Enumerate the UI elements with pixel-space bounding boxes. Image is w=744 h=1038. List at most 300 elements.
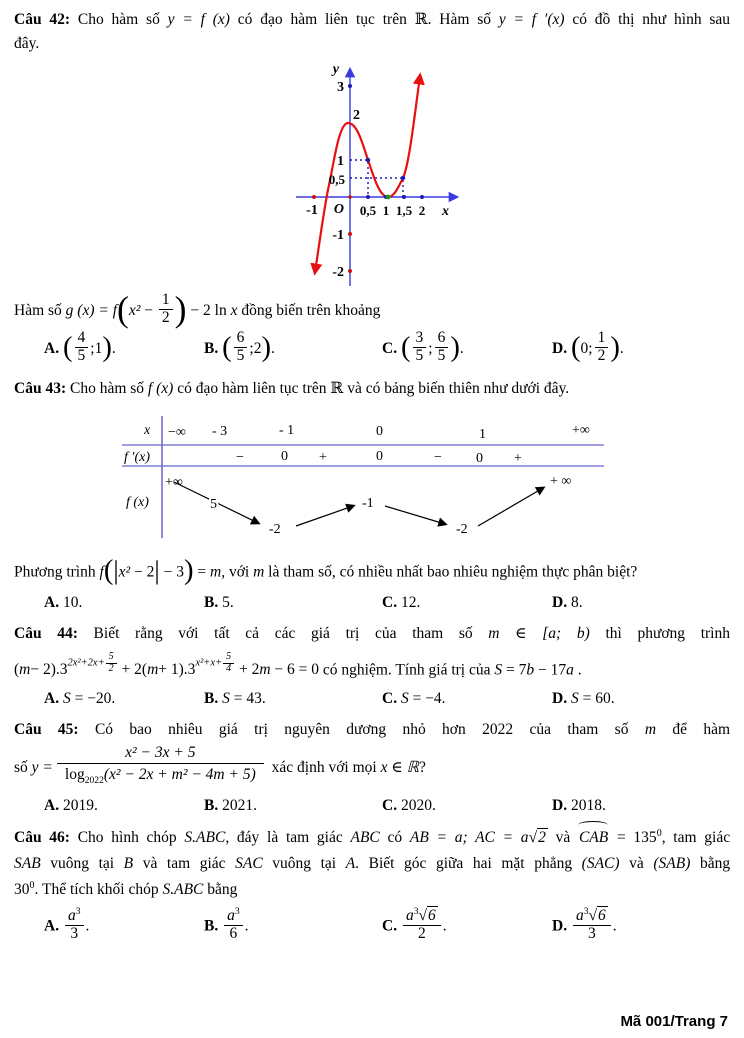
denominator: 5 xyxy=(75,347,89,365)
option-value: = −20. xyxy=(74,690,116,708)
close-paren: ) xyxy=(450,330,460,363)
ytick-m1: -1 xyxy=(332,228,344,243)
text-segment: bằng xyxy=(207,880,238,898)
radicand: 6 xyxy=(598,906,606,924)
math-segment: m xyxy=(253,563,265,581)
q44-option-c xyxy=(382,690,552,708)
xtick-m1: -1 xyxy=(306,203,318,218)
q42-derivative-graph xyxy=(282,58,474,290)
period: . xyxy=(577,661,582,679)
radical-sign: √ xyxy=(588,906,598,924)
option-letter: C. xyxy=(382,593,398,611)
period: . xyxy=(244,917,249,935)
operator: − xyxy=(144,301,154,319)
text-segment: . Biết góc giữa hai mặt phẳng xyxy=(355,854,573,872)
tick-x15 xyxy=(402,195,406,199)
fraction xyxy=(159,292,173,326)
y-axis-label: y xyxy=(332,62,339,77)
q44-intro xyxy=(14,622,730,646)
math-segment: B xyxy=(123,854,134,872)
denominator: 3 xyxy=(573,925,611,943)
text-segment: , tam giác xyxy=(661,828,731,846)
math-segment: (SAB) xyxy=(653,854,691,872)
q43-intro xyxy=(14,377,730,401)
q45-option-d xyxy=(552,797,730,815)
separator: ; xyxy=(249,340,254,358)
fraction xyxy=(403,907,441,943)
variable: m xyxy=(259,661,271,679)
f-value: + ∞ xyxy=(550,473,572,489)
numerator: 4 xyxy=(77,329,86,347)
header-x: x xyxy=(144,422,151,438)
q42-options xyxy=(14,329,730,366)
operator: = 7 xyxy=(505,661,527,679)
denominator: 6 xyxy=(224,925,243,943)
fraction xyxy=(234,330,248,364)
numerator: 6 xyxy=(437,329,446,347)
variable: S xyxy=(62,690,71,708)
open-paren: ( xyxy=(117,289,129,330)
denominator: 4 xyxy=(223,663,234,675)
square-root xyxy=(589,906,608,924)
exponent: 3 xyxy=(583,905,589,917)
real-set-symbol: ℝ xyxy=(330,379,344,397)
operator: + 1).3 xyxy=(158,661,196,679)
ytick-2: 2 xyxy=(353,108,360,123)
sign: + xyxy=(514,450,522,466)
variable: a xyxy=(566,661,574,679)
x-value: +∞ xyxy=(572,422,590,438)
square-root xyxy=(419,906,438,924)
fraction xyxy=(413,330,427,364)
numerator: 6 xyxy=(236,329,245,347)
q46-option-a xyxy=(44,905,204,945)
open-paren: ( xyxy=(103,553,114,586)
separator: ; xyxy=(428,340,433,358)
f-value: +∞ xyxy=(165,474,183,490)
denominator: 3 xyxy=(65,925,84,943)
open-paren: ( xyxy=(400,330,411,363)
q43-option-d xyxy=(552,594,730,612)
separator: ; xyxy=(588,340,593,358)
close-paren: ) xyxy=(183,553,194,586)
text-segment: có đạo hàm liên tục trên xyxy=(177,379,327,397)
variable: m xyxy=(19,661,31,679)
sign: 0 xyxy=(476,450,483,466)
text-segment: vuông tại xyxy=(50,854,115,872)
tick-ym2 xyxy=(348,269,352,273)
period: . xyxy=(619,340,624,358)
math-segment: g (x) = f xyxy=(65,301,118,319)
ytick-m2: -2 xyxy=(332,265,344,280)
tick-x05 xyxy=(366,195,370,199)
text-segment: của tham số xyxy=(529,721,629,739)
xtick-1: 1 xyxy=(382,203,390,218)
fraction xyxy=(223,652,234,675)
abs-bar: | xyxy=(113,555,119,585)
text-segment: Cho hàm số xyxy=(77,11,160,28)
header-fprime: f ′(x) xyxy=(124,449,150,465)
math-segment: f xyxy=(99,563,104,581)
numerator: 3 xyxy=(415,329,424,347)
open-paren: ( xyxy=(222,330,232,363)
q45-formula-line xyxy=(14,746,730,790)
variable: m xyxy=(147,661,159,679)
option-value: 2019. xyxy=(62,796,98,814)
text-segment: Biết rằng với tất cả các giá trị của tham số xyxy=(93,624,473,642)
exponent: 3 xyxy=(234,905,240,917)
log-function: log xyxy=(64,765,85,783)
text-segment: bằng xyxy=(699,854,731,872)
text-segment: và xyxy=(555,828,571,846)
arrow-up-2 xyxy=(478,488,543,526)
variable: m xyxy=(644,721,657,739)
tick-xm1 xyxy=(312,195,316,199)
variable: a xyxy=(227,906,235,924)
q42-gx-line xyxy=(14,289,730,330)
q46-line3 xyxy=(14,877,730,903)
ytick-3: 3 xyxy=(337,80,344,95)
close-paren: ) xyxy=(102,330,112,363)
q45-option-b xyxy=(204,797,382,815)
option-letter: C. xyxy=(382,340,398,358)
exponent xyxy=(68,652,118,675)
text-segment: − 2 ln xyxy=(190,301,227,319)
option-letter: A. xyxy=(44,690,60,708)
option-letter: A. xyxy=(44,917,60,935)
operator: − 3 xyxy=(163,563,184,581)
math-segment: x xyxy=(230,301,238,319)
q42-option-b xyxy=(204,329,382,366)
q46-line2 xyxy=(14,851,730,877)
operator: − 17 xyxy=(537,661,567,679)
text-segment: Phương trình xyxy=(14,563,96,581)
period: . xyxy=(85,917,90,935)
math-segment: S.ABC xyxy=(184,828,226,846)
fraction xyxy=(595,330,609,364)
variable: a xyxy=(405,906,414,924)
xtick-05: 0,5 xyxy=(359,203,377,218)
origin-label: O xyxy=(333,202,344,217)
option-letter: B. xyxy=(204,593,219,611)
q45-option-c xyxy=(382,797,552,815)
option-letter: D. xyxy=(552,340,568,358)
math-segment: m ∈ [a; b) xyxy=(488,624,590,642)
math-segment: ABC xyxy=(350,828,380,846)
xtick-2: 2 xyxy=(418,203,426,218)
math-segment: S.ABC xyxy=(162,880,204,898)
numerator: x² − 3x + 5 xyxy=(125,744,196,762)
operator: − 6 = 0 xyxy=(274,661,320,679)
numerator: 1 xyxy=(161,291,170,308)
f-value: -2 xyxy=(269,521,281,537)
text-segment: Hàm số xyxy=(14,301,62,319)
option-value: 8. xyxy=(570,593,583,611)
math-segment: x ∈ ℝ xyxy=(380,759,419,777)
q42-option-d xyxy=(552,329,730,366)
q43-option-a xyxy=(44,594,204,612)
q43-option-b xyxy=(204,594,382,612)
operator: = xyxy=(197,563,207,581)
degree-exponent: 0 xyxy=(656,827,662,839)
exponent-terms: x²+x+ xyxy=(195,657,223,669)
math-segment: (SAC) xyxy=(581,854,620,872)
square-root xyxy=(529,828,548,846)
ytick-1: 1 xyxy=(337,154,344,169)
fraction xyxy=(75,330,89,364)
math-segment: y = f ′(x) xyxy=(498,11,565,28)
math-segment: A xyxy=(345,854,356,872)
text-segment: vuông tại xyxy=(272,854,337,872)
option-value: 12. xyxy=(400,593,421,611)
operator: + 2( xyxy=(121,661,148,679)
q42-label: Câu 42: xyxy=(14,11,71,28)
q46-label: Câu 46: xyxy=(14,828,70,846)
q43-option-c xyxy=(382,594,552,612)
separator: ; xyxy=(90,340,95,358)
option-value: 0 xyxy=(580,340,589,358)
sign: + xyxy=(319,449,327,465)
text-segment: đây. xyxy=(14,35,40,52)
close-paren: ) xyxy=(174,289,187,330)
text-segment: để hàm xyxy=(672,721,731,739)
text-segment: có nghiệm. Tính giá trị của xyxy=(322,661,491,679)
tick-ym1 xyxy=(348,232,352,236)
big-fraction xyxy=(57,743,264,787)
operator: − 2 xyxy=(134,563,155,581)
log-argument: (x² − 2x + m² − 4m + 5) xyxy=(103,765,256,783)
x-value: 1 xyxy=(479,426,486,442)
text-segment: có đạo hàm liên tục trên xyxy=(237,11,407,28)
xtick-15: 1,5 xyxy=(395,203,413,218)
q44-label: Câu 44: xyxy=(14,624,78,642)
log-base: 2022 xyxy=(84,774,104,786)
variable: a xyxy=(67,906,76,924)
option-letter: C. xyxy=(382,690,398,708)
text-segment: có đồ thị như hình sau xyxy=(572,11,731,28)
q46-option-b xyxy=(204,905,382,945)
denominator: 2 xyxy=(595,347,609,365)
denominator: 5 xyxy=(234,347,248,365)
numerator xyxy=(224,907,243,925)
q45-options xyxy=(14,797,730,815)
math-segment: SAC xyxy=(235,854,263,872)
option-letter: D. xyxy=(552,796,568,814)
denominator xyxy=(57,763,264,788)
option-value: 10. xyxy=(62,593,83,611)
text-segment: , đáy là tam giác xyxy=(225,828,343,846)
operator: − 2).3 xyxy=(30,661,68,679)
x-value: - 1 xyxy=(279,422,295,438)
text-segment: . Thể tích khối chóp xyxy=(34,880,159,898)
q46-option-c xyxy=(382,905,552,945)
abs-bar: | xyxy=(154,555,160,585)
fraction xyxy=(573,907,611,943)
numerator xyxy=(403,907,441,925)
period: . xyxy=(271,340,275,358)
text-segment: Cho hàm số xyxy=(69,379,145,397)
origin-dot xyxy=(348,195,352,199)
function-plot xyxy=(282,58,474,290)
math-segment: m xyxy=(210,563,222,581)
sign: − xyxy=(434,449,442,465)
denominator: 2 xyxy=(106,663,117,675)
option-letter: D. xyxy=(552,593,568,611)
angle-arc-CAB: CAB xyxy=(578,825,609,851)
variable: S xyxy=(400,690,409,708)
q45-option-a xyxy=(44,797,204,815)
option-letter: A. xyxy=(44,796,60,814)
q44-option-a xyxy=(44,690,204,708)
page-footer: Mã 001/Trang 7 xyxy=(620,1013,728,1030)
real-set-symbol: ℝ xyxy=(414,11,428,28)
math-segment: x² xyxy=(128,301,141,319)
sign: − xyxy=(236,449,244,465)
option-letter: B. xyxy=(204,340,219,358)
tick-x2 xyxy=(420,195,424,199)
option-letter: A. xyxy=(44,340,60,358)
f-value: 5 xyxy=(210,496,217,512)
option-letter: C. xyxy=(382,796,398,814)
degree-exponent: 0 xyxy=(29,879,35,891)
local-min-point xyxy=(386,195,391,200)
q43-question-line xyxy=(14,553,730,586)
option-value: 2018. xyxy=(570,796,606,814)
text-segment: và tam giác xyxy=(142,854,226,872)
variable: S xyxy=(222,690,230,708)
operator: = 135 xyxy=(616,828,657,846)
text-segment: là tham số, có nhiều nhất bao nhiêu nghiệm thực phân biệt? xyxy=(268,563,638,581)
option-letter: D. xyxy=(552,917,568,935)
variable: b xyxy=(526,661,535,679)
radicand: 6 xyxy=(428,906,436,924)
math-segment: y = xyxy=(31,759,53,777)
option-letter: A. xyxy=(44,593,60,611)
denominator: 2 xyxy=(403,925,441,943)
text-segment: số xyxy=(14,759,28,777)
q46-line1 xyxy=(14,825,730,851)
fraction xyxy=(106,652,117,675)
text-segment: đồng biến trên khoảng xyxy=(241,301,381,319)
exponent xyxy=(195,652,235,675)
text-segment: có xyxy=(387,828,403,846)
close-paren: ) xyxy=(261,330,271,363)
numerator: 1 xyxy=(597,329,606,347)
q45-intro xyxy=(14,718,730,742)
open-paren: ( xyxy=(62,330,73,363)
radical-sign: √ xyxy=(528,828,538,846)
radicand: 2 xyxy=(538,828,546,846)
option-value: 2021. xyxy=(222,796,257,814)
text-segment: thì phương trình xyxy=(605,624,730,642)
close-paren: ) xyxy=(610,330,620,363)
arrow-up-1 xyxy=(296,506,353,526)
q44-options xyxy=(14,690,730,708)
fraction xyxy=(435,330,449,364)
exponent-terms: 2x²+2x+ xyxy=(67,657,105,669)
q43-variation-table xyxy=(114,414,646,544)
sign: 0 xyxy=(376,448,383,464)
open-paren: ( xyxy=(570,330,581,363)
q44-option-d xyxy=(552,690,730,708)
x-axis-label: x xyxy=(442,204,449,219)
math-segment: SAB xyxy=(14,854,41,872)
option-value: = 43. xyxy=(233,690,266,708)
option-value: 2020. xyxy=(400,796,436,814)
period: . xyxy=(111,340,116,358)
math-segment: f (x) xyxy=(147,379,174,397)
numerator xyxy=(65,907,84,925)
open-paren: ( xyxy=(14,661,20,679)
fraction xyxy=(65,907,84,943)
tick-y3 xyxy=(348,84,352,88)
q46-options xyxy=(14,905,730,945)
f-value: -2 xyxy=(456,521,468,537)
text-segment: Có bao nhiêu giá trị nguyên dương nhỏ hơn xyxy=(94,721,466,739)
variation-table-figure xyxy=(114,414,646,544)
q42-intro-line2 xyxy=(14,32,730,56)
text-segment: và có bảng biến thiên như dưới đây. xyxy=(347,379,570,397)
option-value: = 60. xyxy=(582,690,615,708)
ytick-05: 0,5 xyxy=(328,172,345,187)
sign: 0 xyxy=(281,448,288,464)
option-letter: B. xyxy=(204,796,219,814)
point-05-1 xyxy=(366,158,370,162)
q43-label: Câu 43: xyxy=(14,379,67,397)
option-value: 2 xyxy=(253,340,262,358)
x-value: - 3 xyxy=(212,423,228,439)
numerator xyxy=(573,907,611,925)
f-value: -1 xyxy=(362,495,374,511)
denominator: 5 xyxy=(435,347,449,365)
q44-equation xyxy=(14,650,320,679)
operator: + 2 xyxy=(238,661,260,679)
q42-option-a xyxy=(44,329,204,366)
period: . xyxy=(442,917,447,935)
variable: S xyxy=(494,661,503,679)
option-letter: B. xyxy=(204,917,219,935)
numerator: 5 xyxy=(226,650,232,662)
x-value: −∞ xyxy=(168,424,186,440)
text-segment: xác định với mọi xyxy=(271,759,377,777)
period: . xyxy=(459,340,464,358)
question-mark: ? xyxy=(418,759,426,777)
q45-label: Câu 45: xyxy=(14,721,79,739)
denominator: 5 xyxy=(413,347,427,365)
option-letter: C. xyxy=(382,917,398,935)
q42-intro-line1 xyxy=(14,8,730,32)
number: 30 xyxy=(14,880,30,898)
x-value: 0 xyxy=(376,423,383,439)
option-value: = −4. xyxy=(412,690,446,708)
exponent: 3 xyxy=(75,905,81,917)
radical-sign: √ xyxy=(418,906,428,924)
q42-option-c xyxy=(382,329,552,366)
variable: S xyxy=(570,690,579,708)
q44-equation-line xyxy=(14,652,730,683)
option-letter: D. xyxy=(552,690,568,708)
header-f: f (x) xyxy=(126,494,149,510)
q43-options xyxy=(14,594,730,612)
option-value: 1 xyxy=(94,340,103,358)
text-segment: , với xyxy=(221,563,250,581)
fraction xyxy=(224,907,243,943)
math-segment: x² xyxy=(118,563,131,581)
text-segment: . Hàm số xyxy=(427,11,491,28)
point-15-05 xyxy=(401,176,405,180)
q44-option-b xyxy=(204,690,382,708)
arrow-down-2 xyxy=(385,506,445,524)
